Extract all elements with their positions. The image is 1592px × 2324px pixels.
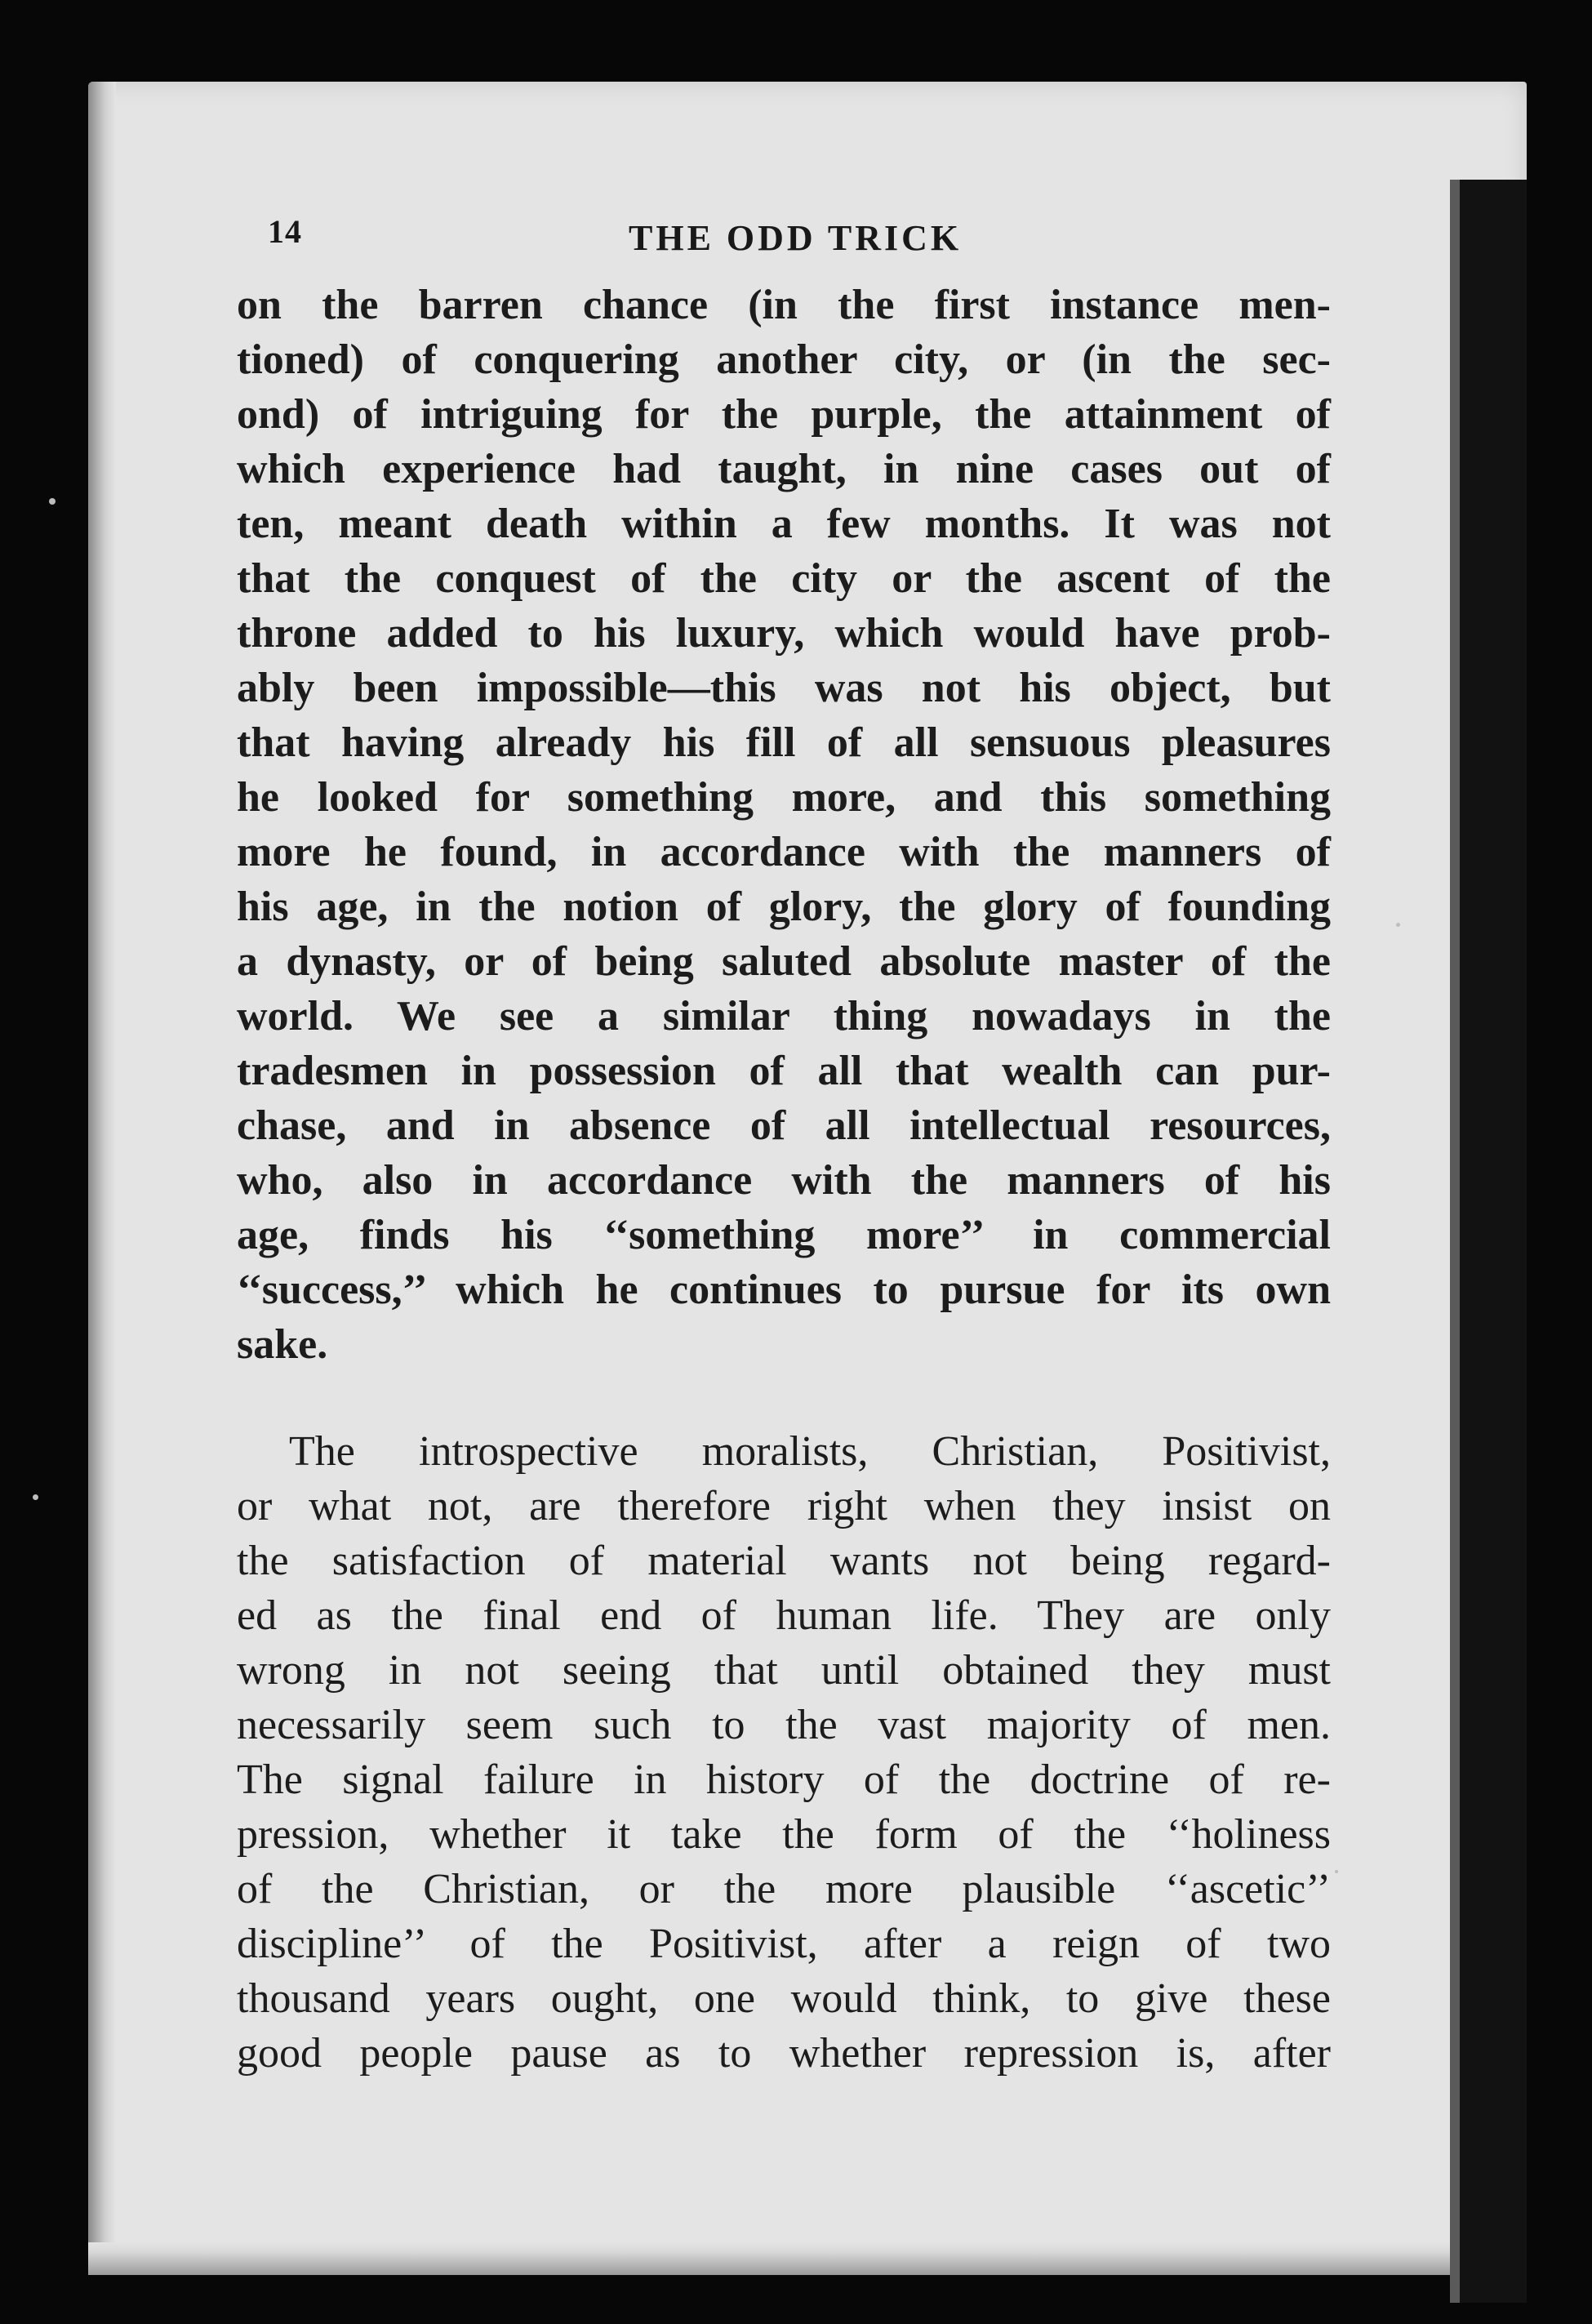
text-line: he looked for something more, and this something [237,774,1331,821]
page-bottom-edge [88,2242,1527,2275]
text-line: ably been impossible—this was not his object, but [237,665,1331,711]
text-line: his age, in the notion of glory, the glory of founding [237,884,1331,930]
text-line: good people pause as to whether repression is, after [237,2030,1331,2077]
text-line: chase, and in absence of all intellectual resources, [237,1102,1331,1149]
paragraph-1 [237,278,1331,1372]
text-line: world. We see a similar thing nowadays in the [237,993,1331,1040]
page-gutter-edge [88,82,116,2275]
text-line: a dynasty, or of being saluted absolute master of the [237,938,1331,985]
text-line: necessarily seem such to the vast majority of men. [237,1702,1331,1748]
text-line: ond) of intriguing for the purple, the attainment of [237,391,1331,438]
text-line: sake. [237,1321,328,1368]
book-title: THE ODD TRICK [629,218,963,258]
text-line: ed as the final end of human life. They are only [237,1592,1331,1639]
text-line: ‘‘success,’’ which he continues to pursue for its own [237,1267,1331,1313]
text-line: the satisfaction of material wants not being regard- [237,1538,1331,1584]
text-line: ten, meant death within a few months. It was not [237,501,1331,547]
text-line: throne added to his luxury, which would have prob- [237,610,1331,657]
text-line: which experience had taught, in nine cases out of [237,446,1331,492]
text-line: age, finds his ‘‘something more’’ in commercial [237,1212,1331,1258]
paragraph-2 [237,1424,1331,2081]
scan-speck [33,1494,38,1500]
text-line: that having already his fill of all sensuous pleasures [237,719,1331,766]
text-line: tioned) of conquering another city, or (in the sec- [237,336,1331,383]
text-line: thousand years ought, one would think, to give these [237,1975,1331,2022]
text-line: wrong in not seeing that until obtained they must [237,1647,1331,1694]
paragraph-gap [237,1372,1331,1424]
binding-shadow [1450,180,1460,2303]
text-line: who, also in accordance with the manners of his [237,1157,1331,1204]
scan-speck [49,498,56,505]
page-number: 14 [268,213,302,250]
running-head [261,212,1404,269]
text-line: of the Christian, or the more plausible ‘‘ascetic’’ [237,1866,1331,1912]
text-line: that the conquest of the city or the ascent of the [237,555,1331,602]
text-line: The signal failure in history of the doctrine of re- [237,1756,1331,1803]
scan-speck [1335,1870,1338,1873]
text-line: discipline’’ of the Positivist, after a reign of two [237,1921,1331,1967]
binding-strip [1460,180,1527,2303]
text-line: tradesmen in possession of all that wealth can pur- [237,1048,1331,1094]
text-line: more he found, in accordance with the manners of [237,829,1331,875]
scan-speck [1396,923,1400,927]
text-line: or what not, are therefore right when they insist on [237,1483,1331,1529]
text-line: The introspective moralists, Christian, Positivist, [289,1428,1331,1475]
text-line: pression, whether it take the form of the ‘‘holiness [237,1811,1331,1858]
text-line: on the barren chance (in the first instance men- [237,282,1331,328]
body-text [237,278,1331,2081]
